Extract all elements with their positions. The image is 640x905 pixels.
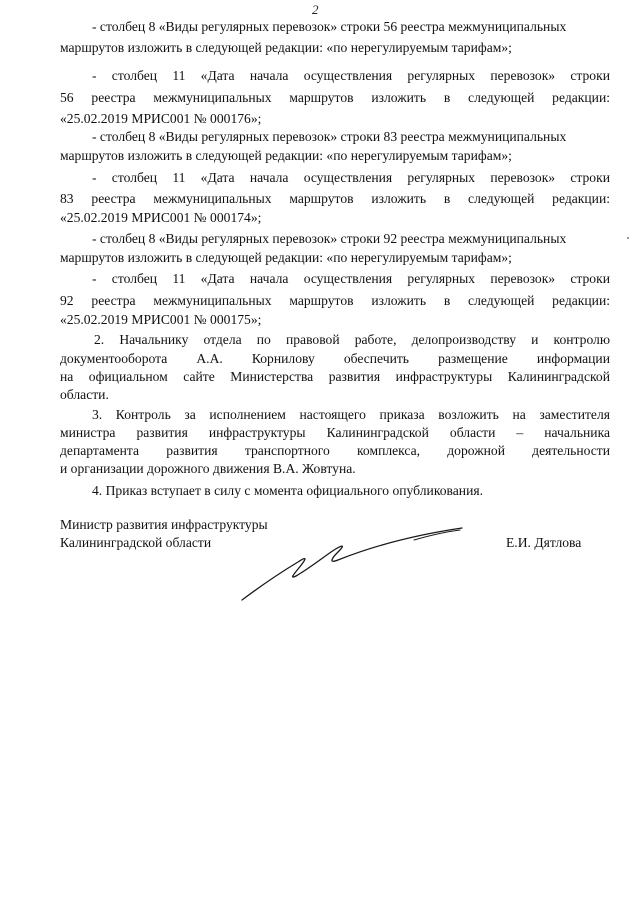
text-line: «25.02.2019 МРИС001 № 000174»; [60,210,262,225]
text-line: - столбец 11 «Дата начала осуществления регулярных перевозок» строки [92,170,610,185]
text-line: документооборота А.А. Корнилову обеспечить размещение информации [60,351,610,366]
text-line: 56 реестра межмуниципальных маршрутов изложить в следующей редакции: [60,90,610,105]
text-line: маршрутов изложить в следующей редакции: «по нерегулируемым тарифам»; [60,40,512,55]
text-line: «25.02.2019 МРИС001 № 000176»; [60,111,262,126]
handwritten-signature [238,518,468,608]
text-line: маршрутов изложить в следующей редакции: «по нерегулируемым тарифам»; [60,250,512,265]
text-line: департамента развития транспортного комплекса, дорожной деятельности [60,443,610,458]
text-line: на официальном сайте Министерства развития инфраструктуры Калининградской [60,369,610,384]
text-line: - столбец 11 «Дата начала осуществления регулярных перевозок» строки [92,271,610,286]
text-line: 2. Начальнику отдела по правовой работе, делопроизводству и контролю [94,332,610,347]
text-line: 3. Контроль за исполнением настоящего приказа возложить на заместителя [92,407,610,422]
page-number: 2 [312,2,319,17]
text-line: министра развития инфраструктуры Калининградской области – начальника [60,425,610,440]
text-line: 4. Приказ вступает в силу с момента официального опубликования. [92,483,483,498]
signatory-name: Е.И. Дятлова [506,535,582,550]
text-line: - столбец 11 «Дата начала осуществления регулярных перевозок» строки [92,68,610,83]
text-line: - столбец 8 «Виды регулярных перевозок» строки 83 реестра межмуниципальных [92,129,567,144]
text-line: - столбец 8 «Виды регулярных перевозок» строки 92 реестра межмуниципальных [92,231,567,246]
text-line: области. [60,387,109,402]
text-line: - столбец 8 «Виды регулярных перевозок» строки 56 реестра межмуниципальных [92,19,567,34]
text-line: 92 реестра межмуниципальных маршрутов изложить в следующей редакции: [60,293,610,308]
signatory-position: Министр развития инфраструктуры [60,517,268,532]
text-line: «25.02.2019 МРИС001 № 000175»; [60,312,262,327]
scan-speck [627,237,629,239]
signatory-region: Калининградской области [60,535,212,550]
text-line: и организации дорожного движения В.А. Жовтуна. [60,461,356,476]
text-line: маршрутов изложить в следующей редакции: «по нерегулируемым тарифам»; [60,148,512,163]
text-line: 83 реестра межмуниципальных маршрутов изложить в следующей редакции: [60,191,610,206]
